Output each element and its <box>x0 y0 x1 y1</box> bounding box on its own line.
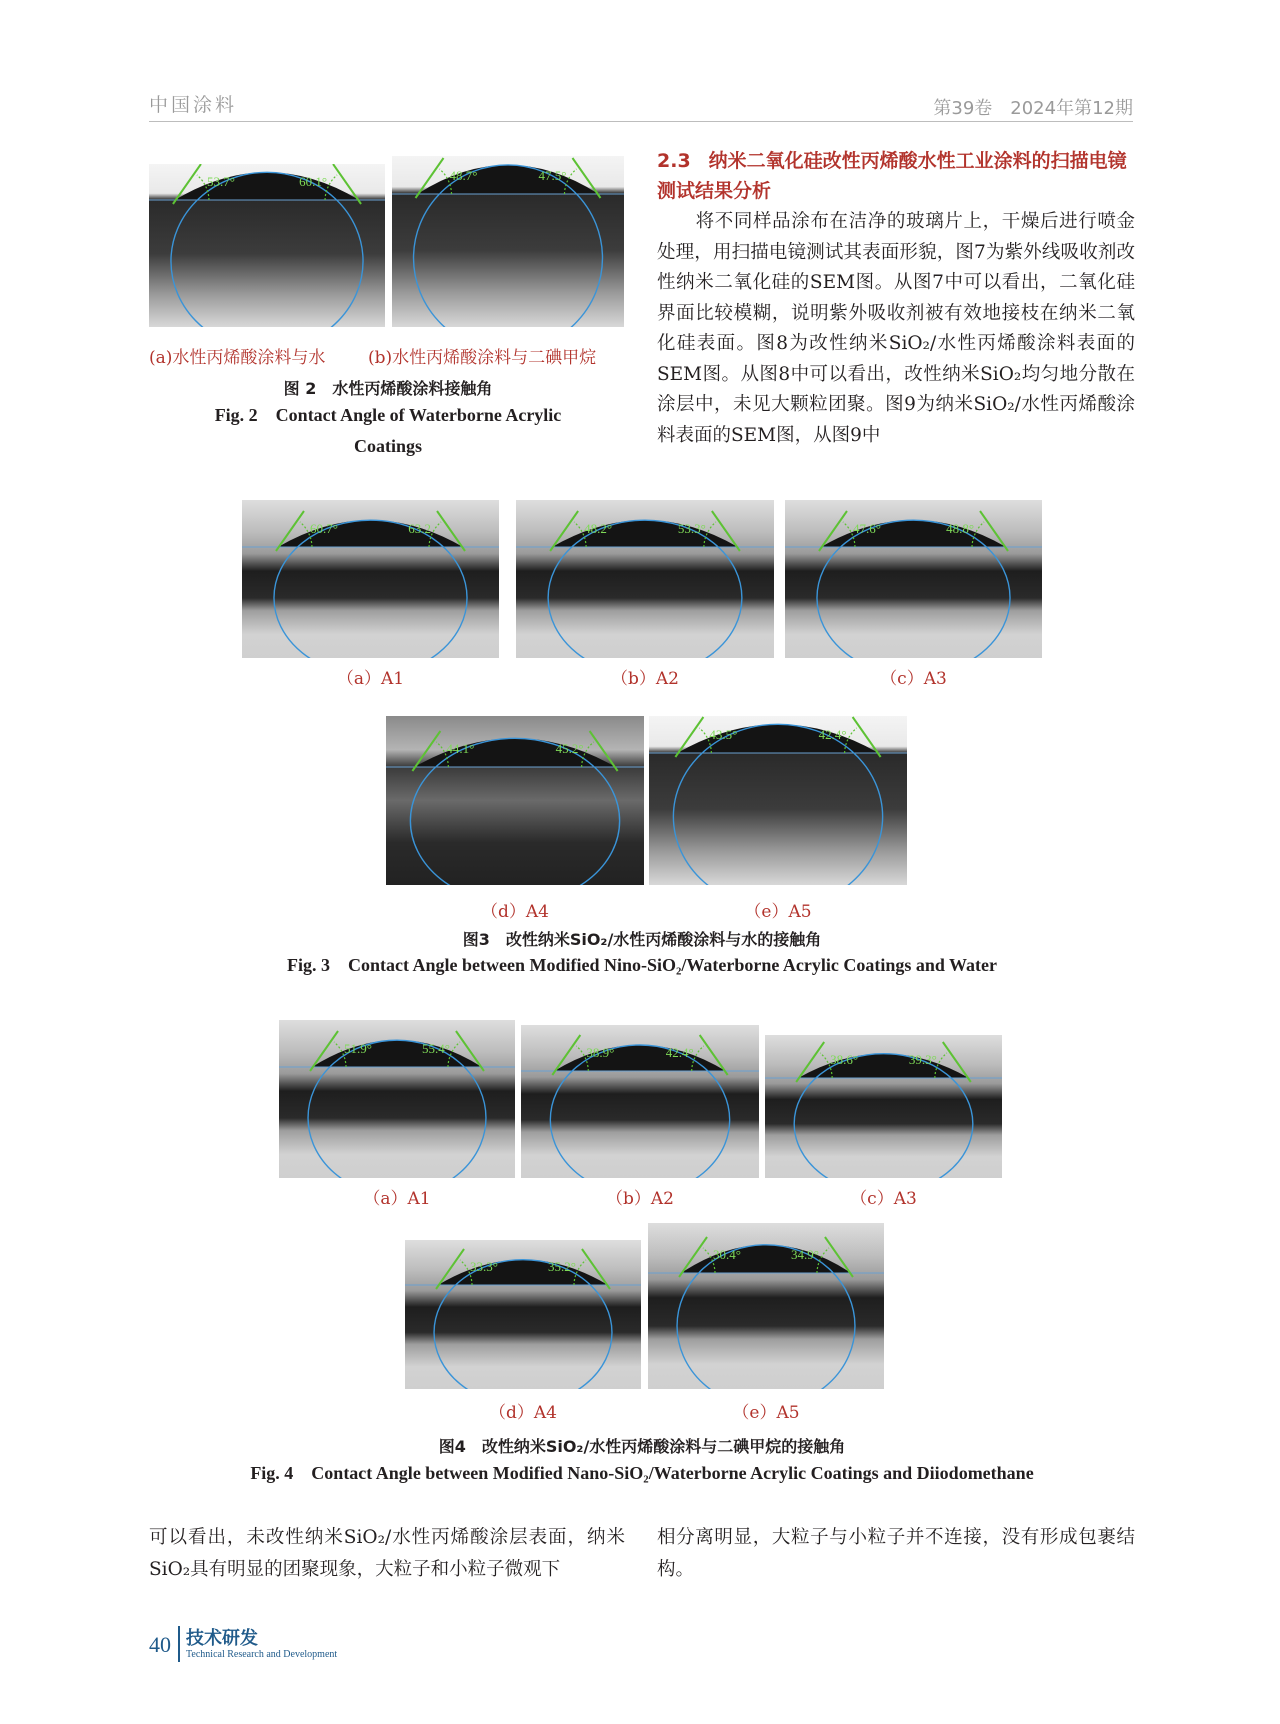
fig4-caption-cn: 图4 改性纳米SiO₂/水性丙烯酸涂料与二碘甲烷的接触角 <box>438 1437 846 1456</box>
contact-angle-image <box>405 1240 641 1389</box>
section-title: 纳米二氧化硅改性丙烯酸水性工业涂料的扫描电镜测试结果分析 <box>657 150 1127 202</box>
left-angle-label: 51.9° <box>344 1041 372 1056</box>
left-angle-label: 30.4° <box>713 1247 741 1262</box>
right-angle-label: 39.3° <box>908 1052 937 1067</box>
left-angle-label: 38.6° <box>830 1052 859 1067</box>
right-angle-label: 48.8° <box>946 521 975 536</box>
fig4-sublabel-a1: （a）A1 <box>363 1189 431 1209</box>
contact-angle-image <box>392 156 624 327</box>
contact-angle-image <box>279 1020 515 1178</box>
contact-angle-image <box>149 164 385 327</box>
left-angle-label: 48.2° <box>584 521 613 536</box>
fig4-sublabel-a4: （d）A4 <box>489 1403 557 1423</box>
contact-angle-image <box>765 1035 1002 1178</box>
fig2-sublabel-a: (a)水性丙烯酸涂料与水 <box>149 348 326 368</box>
fig3-photo-a2 <box>516 500 774 658</box>
journal-name: 中国涂料 <box>149 94 238 116</box>
section-text: 将不同样品涂布在洁净的玻璃片上，干燥后进行喷金处理，用扫描电镜测试其表面形貌，图7为紫外线吸收剂改性纳米二氧化硅的SEM图。从图7中可以看出，二氧化硅界面比较模糊，说明紫外吸收剂被有效地接枝在纳米二氧化硅表面。图8为改性纳米SiO₂/水性丙烯酸涂料表面的SEM图。从图8中可以看出，改性纳米SiO₂均匀地分散在涂层中，未见大颗粒团聚。图9为纳米SiO₂/水性丙烯酸涂料表面的SEM图，从图9中 <box>657 211 1135 446</box>
right-angle-label: 47.5° <box>538 168 567 183</box>
fig3-photo-a3 <box>785 500 1042 658</box>
fig4-sublabel-a2: （b）A2 <box>606 1189 674 1209</box>
right-angle-label: 35.2° <box>548 1259 576 1274</box>
left-angle-label: 44.1° <box>446 741 475 756</box>
fig4-sublabel-a5: （e）A5 <box>732 1403 800 1423</box>
fig3-caption-cn: 图3 改性纳米SiO₂/水性丙烯酸涂料与水的接触角 <box>462 930 822 949</box>
fig4-photo-a5 <box>648 1223 884 1389</box>
section-number: 2.3 <box>657 150 691 172</box>
fig3-photo-a1 <box>242 500 499 658</box>
contact-angle-image <box>516 500 774 658</box>
fig3-sublabel-a4: （d）A4 <box>481 902 549 922</box>
left-angle-label: 53.7° <box>206 174 235 189</box>
fig3-photo-a5 <box>649 716 907 885</box>
section-body <box>657 207 1135 451</box>
body-text-left: 可以看出，未改性纳米SiO₂/水性丙烯酸涂层表面，纳米SiO₂具有明显的团聚现象，大粒子和小粒子微观下 <box>149 1527 625 1580</box>
contact-angle-image <box>242 500 499 658</box>
fig2-photo-b <box>392 156 624 327</box>
fig2-caption-cn: 图 2 水性丙烯酸涂料接触角 <box>283 379 493 398</box>
left-angle-label: 33.3° <box>470 1259 498 1274</box>
contact-angle-image <box>785 500 1042 658</box>
section-heading <box>657 146 1137 206</box>
fig4-photo-a2 <box>521 1025 759 1178</box>
right-angle-label: 53.3° <box>677 521 706 536</box>
fig2-sublabel-b: (b)水性丙烯酸涂料与二碘甲烷 <box>368 348 597 368</box>
right-angle-label: 42.4° <box>818 727 847 742</box>
right-angle-label: 45.2° <box>555 741 584 756</box>
fig2-photo-a <box>149 164 385 327</box>
fig3-sublabel-a2: （b）A2 <box>611 669 679 689</box>
right-angle-label: 55.4° <box>422 1041 450 1056</box>
fig4-caption-en: Fig. 4 Contact Angle between Modified Nano-SiO₂/Waterborne Acrylic Coatings and Diiodomethane <box>250 1463 1034 1483</box>
fig3-sublabel-a3: （c）A3 <box>880 669 947 689</box>
right-angle-label: 63.2 <box>408 521 432 536</box>
fig3-sublabel-a5: （e）A5 <box>744 902 812 922</box>
footer-bar <box>178 1626 180 1662</box>
contact-angle-image <box>648 1223 884 1389</box>
fig4-photo-a4 <box>405 1240 641 1389</box>
right-angle-label: 60.1° <box>299 174 328 189</box>
fig4-photo-a3 <box>765 1035 1002 1178</box>
fig3-sublabel-a1: （a）A1 <box>336 669 405 689</box>
contact-angle-image <box>521 1025 759 1178</box>
left-angle-label: 43.5° <box>709 727 738 742</box>
fig3-photo-a4 <box>386 716 644 885</box>
body-text-right: 相分离明显，大粒子与小粒子并不连接，没有形成包裹结构。 <box>657 1527 1135 1580</box>
left-angle-label: 38.9° <box>586 1045 615 1060</box>
contact-angle-image <box>649 716 907 885</box>
issue-info: 第39卷 2024年第12期 <box>933 98 1133 119</box>
right-angle-label: 34.9° <box>791 1247 819 1262</box>
left-angle-label: 48.7° <box>449 168 478 183</box>
right-angle-label: 42.4° <box>665 1045 694 1060</box>
footer-section-cn: 技术研发 <box>186 1628 258 1649</box>
header-rule <box>149 121 1133 122</box>
fig2-caption-en: Fig. 2 Contact Angle of Waterborne Acrylic Coatings <box>214 405 562 456</box>
left-angle-label: 60.7° <box>309 521 338 536</box>
contact-angle-image <box>386 716 644 885</box>
page-number: 40 <box>149 1632 171 1657</box>
fig3-caption-en: Fig. 3 Contact Angle between Modified Nino-SiO₂/Waterborne Acrylic Coatings and Water <box>286 955 998 975</box>
left-angle-label: 47.6° <box>852 521 881 536</box>
fig4-sublabel-a3: （c）A3 <box>850 1189 917 1209</box>
fig4-photo-a1 <box>279 1020 515 1178</box>
footer-section-en: Technical Research and Development <box>186 1649 338 1660</box>
